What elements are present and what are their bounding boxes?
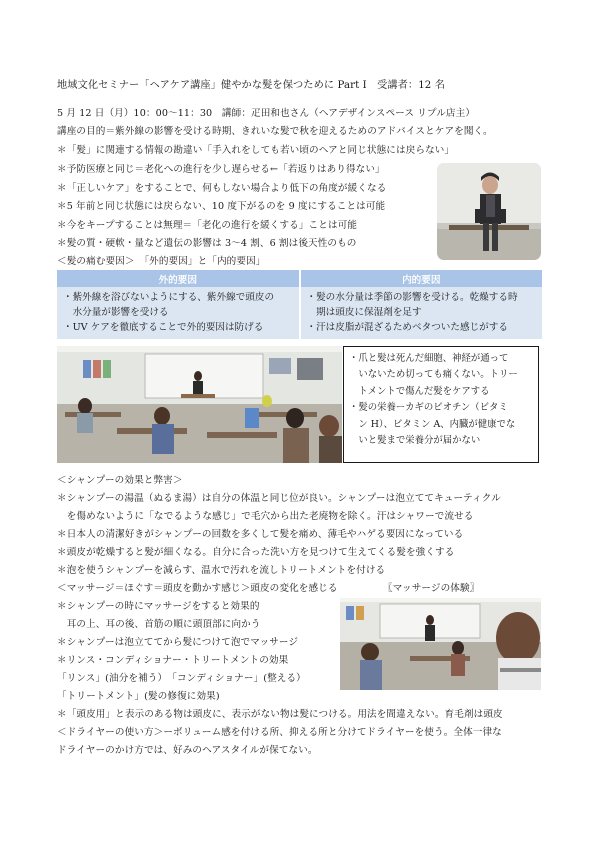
purpose-line: 講座の目的＝紫外線の影響を受ける時期、きれいな髪で秋を迎えるためのアドバイスとケアを聞く。 xyxy=(57,126,493,137)
note-line: いないため切っても痛くない。トリー xyxy=(349,369,518,381)
internal-factors-cell xyxy=(300,287,543,339)
table-cell-line: ・UV ケアを徹底することで外的要因は防げる xyxy=(63,322,264,333)
session-info: 5 月 12 日（月）10：00〜11：30 講師：疋田和也さん（ヘアデザインスペース リプル店主） xyxy=(57,108,476,119)
shampoo-line: ＊泡を使うシャンプーを減らす、温水で汚れを流しトリートメントを付ける xyxy=(57,565,386,576)
external-factors-cell xyxy=(57,287,300,339)
massage-photo-caption: 〖マッサージの体験〗 xyxy=(383,583,480,594)
point-line: ＊髪の質・硬軟・量など遺伝の影響は 3〜4 割、6 割は後天性のもの xyxy=(57,238,357,249)
section-heading-massage: ＜マッサージ＝ほぐす＝頭皮を動かす感じ＞頭皮の変化を感じる xyxy=(57,583,338,594)
closing-line: ＊「頭皮用」と表示のある物は頭皮に、表示がない物は髪につける。用法を間違えない。育毛剤は頭皮 xyxy=(57,709,503,720)
note-line: ・爪と髪は死んだ細胞、神経が通って xyxy=(349,353,509,364)
section-heading-damage: ＜髪の痛む要因＞ 「外的要因」と「内的要因」 xyxy=(57,256,266,267)
lecturer-photo xyxy=(437,163,541,260)
table-cell-line: ・髪の水分量は季節の影響を受ける。乾燥する時 xyxy=(306,292,518,303)
page-title: 地域文化セミナー「ヘアケア講座」健やかな髪を保つために Part I 受講者：12 名 xyxy=(57,80,446,91)
shampoo-line: ＊シャンプーの湯温（ぬるま湯）は自分の体温と同じ位が良い。シャンプーは泡立ててキューティクル xyxy=(57,493,501,504)
point-line: ＊「正しいケア」をすることで、何もしない場合より低下の角度が緩くなる xyxy=(57,183,387,194)
massage-line: ＊リンス・コンディショナー・トリートメントの効果 xyxy=(57,655,289,666)
massage-line: 「トリートメント」(髪の修復に効果) xyxy=(57,691,220,702)
closing-line: ＜ドライヤーの使い方＞ーボリューム感を付ける所、抑える所と分けてドライヤーを使う。全体一律な xyxy=(57,727,502,738)
section-heading-shampoo: ＜シャンプーの効果と弊害＞ xyxy=(57,475,183,486)
note-line: ・髪の栄養ーカギのビオチン（ビタミ xyxy=(349,402,508,414)
shampoo-line: ＊頭皮が乾燥すると髪が細くなる。自分に合った洗い方を見つけて生えてくる髪を強くする xyxy=(57,547,455,558)
note-line: ン H）、ビタミン A、内臓が健康でな xyxy=(349,418,516,430)
point-line: ＊「髪」に関連する情報の勘違い「手入れをしても若い頃のヘアと同じ状態には戻らない」 xyxy=(57,145,455,156)
table-cell-line: 水分量が影響を受ける xyxy=(63,307,169,318)
table-cell-line: ・汗は皮脂が混ざるためベタついた感じがする xyxy=(306,322,508,333)
massage-line: 「リンス」(油分を補う） 「コンディショナー」(整える） xyxy=(57,673,306,684)
internal-factors-header: 内的要因 xyxy=(300,270,543,287)
shampoo-line: を傷めないように「なでるような感じ」で毛穴から出た老廃物を除く。汗はシャワーで流せる xyxy=(57,511,474,522)
classroom-photo xyxy=(57,346,342,463)
point-line: ＊5 年前と同じ状態には戻らない、10 度下がるのを 9 度にすることは可能 xyxy=(57,201,386,212)
massage-photo xyxy=(340,598,541,690)
point-line: ＊予防医療と同じ＝老化への進行を少し遅らせる←「若返りはあり得ない」 xyxy=(57,164,385,175)
shampoo-line: ＊日本人の清潔好きがシャンプーの回数を多くして髪を痛め、薄毛やハゲる要因になっている xyxy=(57,529,464,540)
massage-line: ＊シャンプーは泡立ててから髪につけて泡でマッサージ xyxy=(57,637,299,648)
factors-table xyxy=(57,270,542,339)
table-cell-line: 期は頭皮に保湿剤を足す xyxy=(306,307,422,318)
massage-line: ＊シャンプーの時にマッサージをすると効果的 xyxy=(57,601,260,612)
massage-line: 耳の上、耳の後、首筋の順に頭頂部に向かう xyxy=(57,619,261,630)
note-box xyxy=(343,346,539,463)
table-cell-line: ・紫外線を浴びないようにする、紫外線で頭皮の xyxy=(63,292,275,303)
closing-line: ドライヤーのかけ方では、好みのヘアスタイルが保てない。 xyxy=(57,745,318,756)
note-line: トメントで傷んだ髪をケアする xyxy=(349,385,490,397)
note-line: いと髪まで栄養分が届かない xyxy=(349,435,481,447)
external-factors-header: 外的要因 xyxy=(57,270,300,287)
point-line: ＊今をキープすることは無理＝「老化の進行を緩くする」ことは可能 xyxy=(57,220,358,231)
